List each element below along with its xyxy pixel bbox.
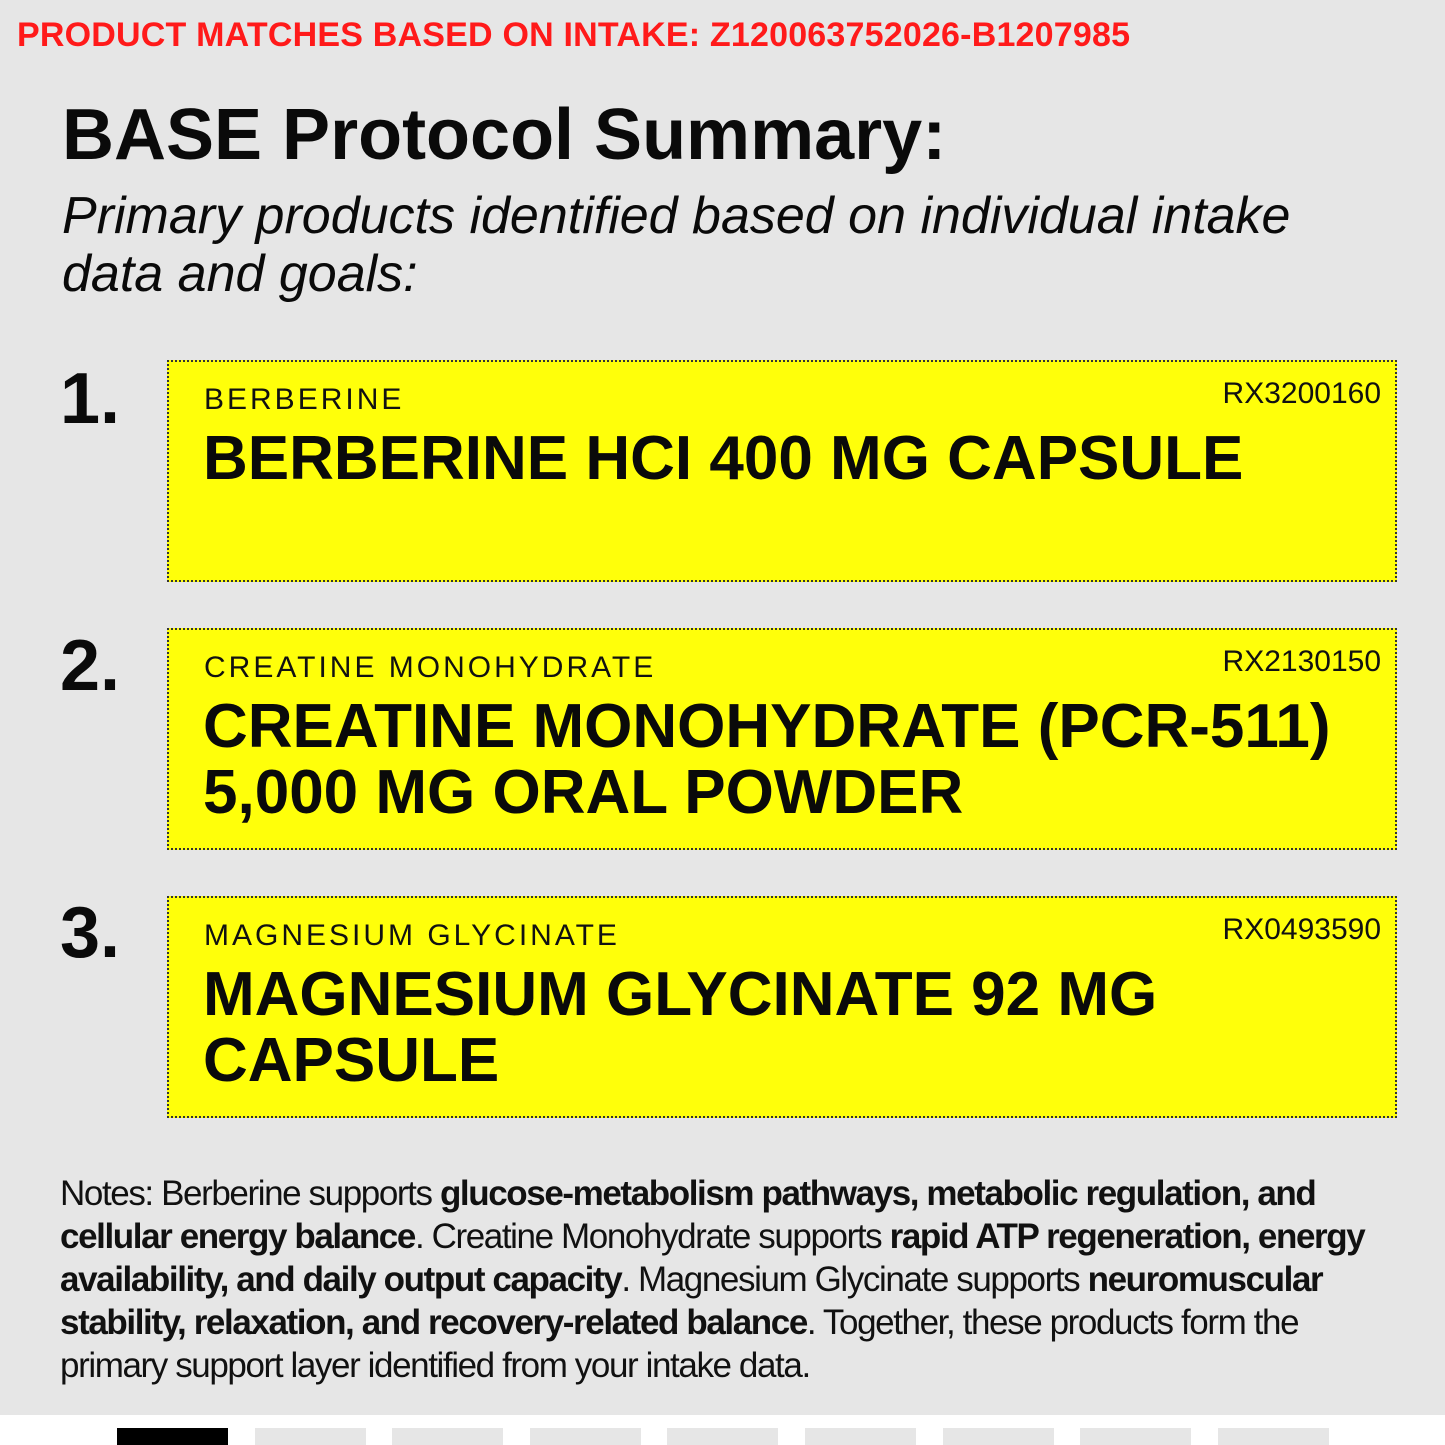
product-number-1: 1.: [60, 359, 121, 439]
page-indicator-2[interactable]: [255, 1428, 366, 1445]
intake-match-header: PRODUCT MATCHES BASED ON INTAKE: Z120063752026-B1207985: [17, 16, 1131, 54]
page-subtitle: Primary products identified based on individual intake data and goals:: [62, 187, 1291, 303]
page-indicator: [117, 1428, 1357, 1445]
page-indicator-9[interactable]: [1218, 1428, 1329, 1445]
magnesium-benefits: neuromuscular stability, relaxation, and recovery-related balance: [60, 1260, 1323, 1342]
page-indicator-4[interactable]: [530, 1428, 641, 1445]
product-card-1[interactable]: [167, 360, 1397, 582]
rx-code: RX2130150: [1222, 645, 1381, 678]
page-indicator-8[interactable]: [1080, 1428, 1191, 1445]
ingredient-label: MAGNESIUM GLYCINATE: [204, 919, 620, 952]
page-indicator-1[interactable]: [117, 1428, 228, 1445]
protocol-notes: [60, 1172, 1400, 1387]
notes-creatine-intro: . Creatine Monohydrate supports: [414, 1217, 890, 1256]
creatine-benefits: rapid ATP regeneration, energy availability, and daily output capacity: [60, 1217, 1365, 1299]
rx-code: RX3200160: [1222, 377, 1381, 410]
page-indicator-6[interactable]: [805, 1428, 916, 1445]
product-number-2: 2.: [60, 626, 121, 706]
page-indicator-5[interactable]: [667, 1428, 778, 1445]
product-name: BERBERINE HCI 400 MG CAPSULE: [203, 424, 1244, 493]
page-indicator-7[interactable]: [943, 1428, 1054, 1445]
product-name: CREATINE MONOHYDRATE (PCR-511) 5,000 MG ORAL POWDER: [203, 692, 1331, 827]
notes-intro: Notes: Berberine supports: [60, 1174, 440, 1213]
rx-code: RX0493590: [1222, 913, 1381, 946]
product-card-2[interactable]: [167, 628, 1397, 850]
product-card-3[interactable]: [167, 896, 1397, 1118]
page-indicator-3[interactable]: [392, 1428, 503, 1445]
berberine-benefits: glucose-metabolism pathways, metabolic regulation, and cellular energy balance: [60, 1174, 1316, 1256]
ingredient-label: BERBERINE: [204, 383, 405, 416]
product-number-3: 3.: [60, 893, 121, 973]
product-name: MAGNESIUM GLYCINATE 92 MG CAPSULE: [203, 960, 1158, 1095]
notes-magnesium-intro: . Magnesium Glycinate supports: [621, 1260, 1088, 1299]
ingredient-label: CREATINE MONOHYDRATE: [204, 651, 657, 684]
notes-closing: . Together, these products form the primary support layer identified from your intake data.: [60, 1303, 1299, 1385]
page-title: BASE Protocol Summary:: [62, 95, 947, 175]
